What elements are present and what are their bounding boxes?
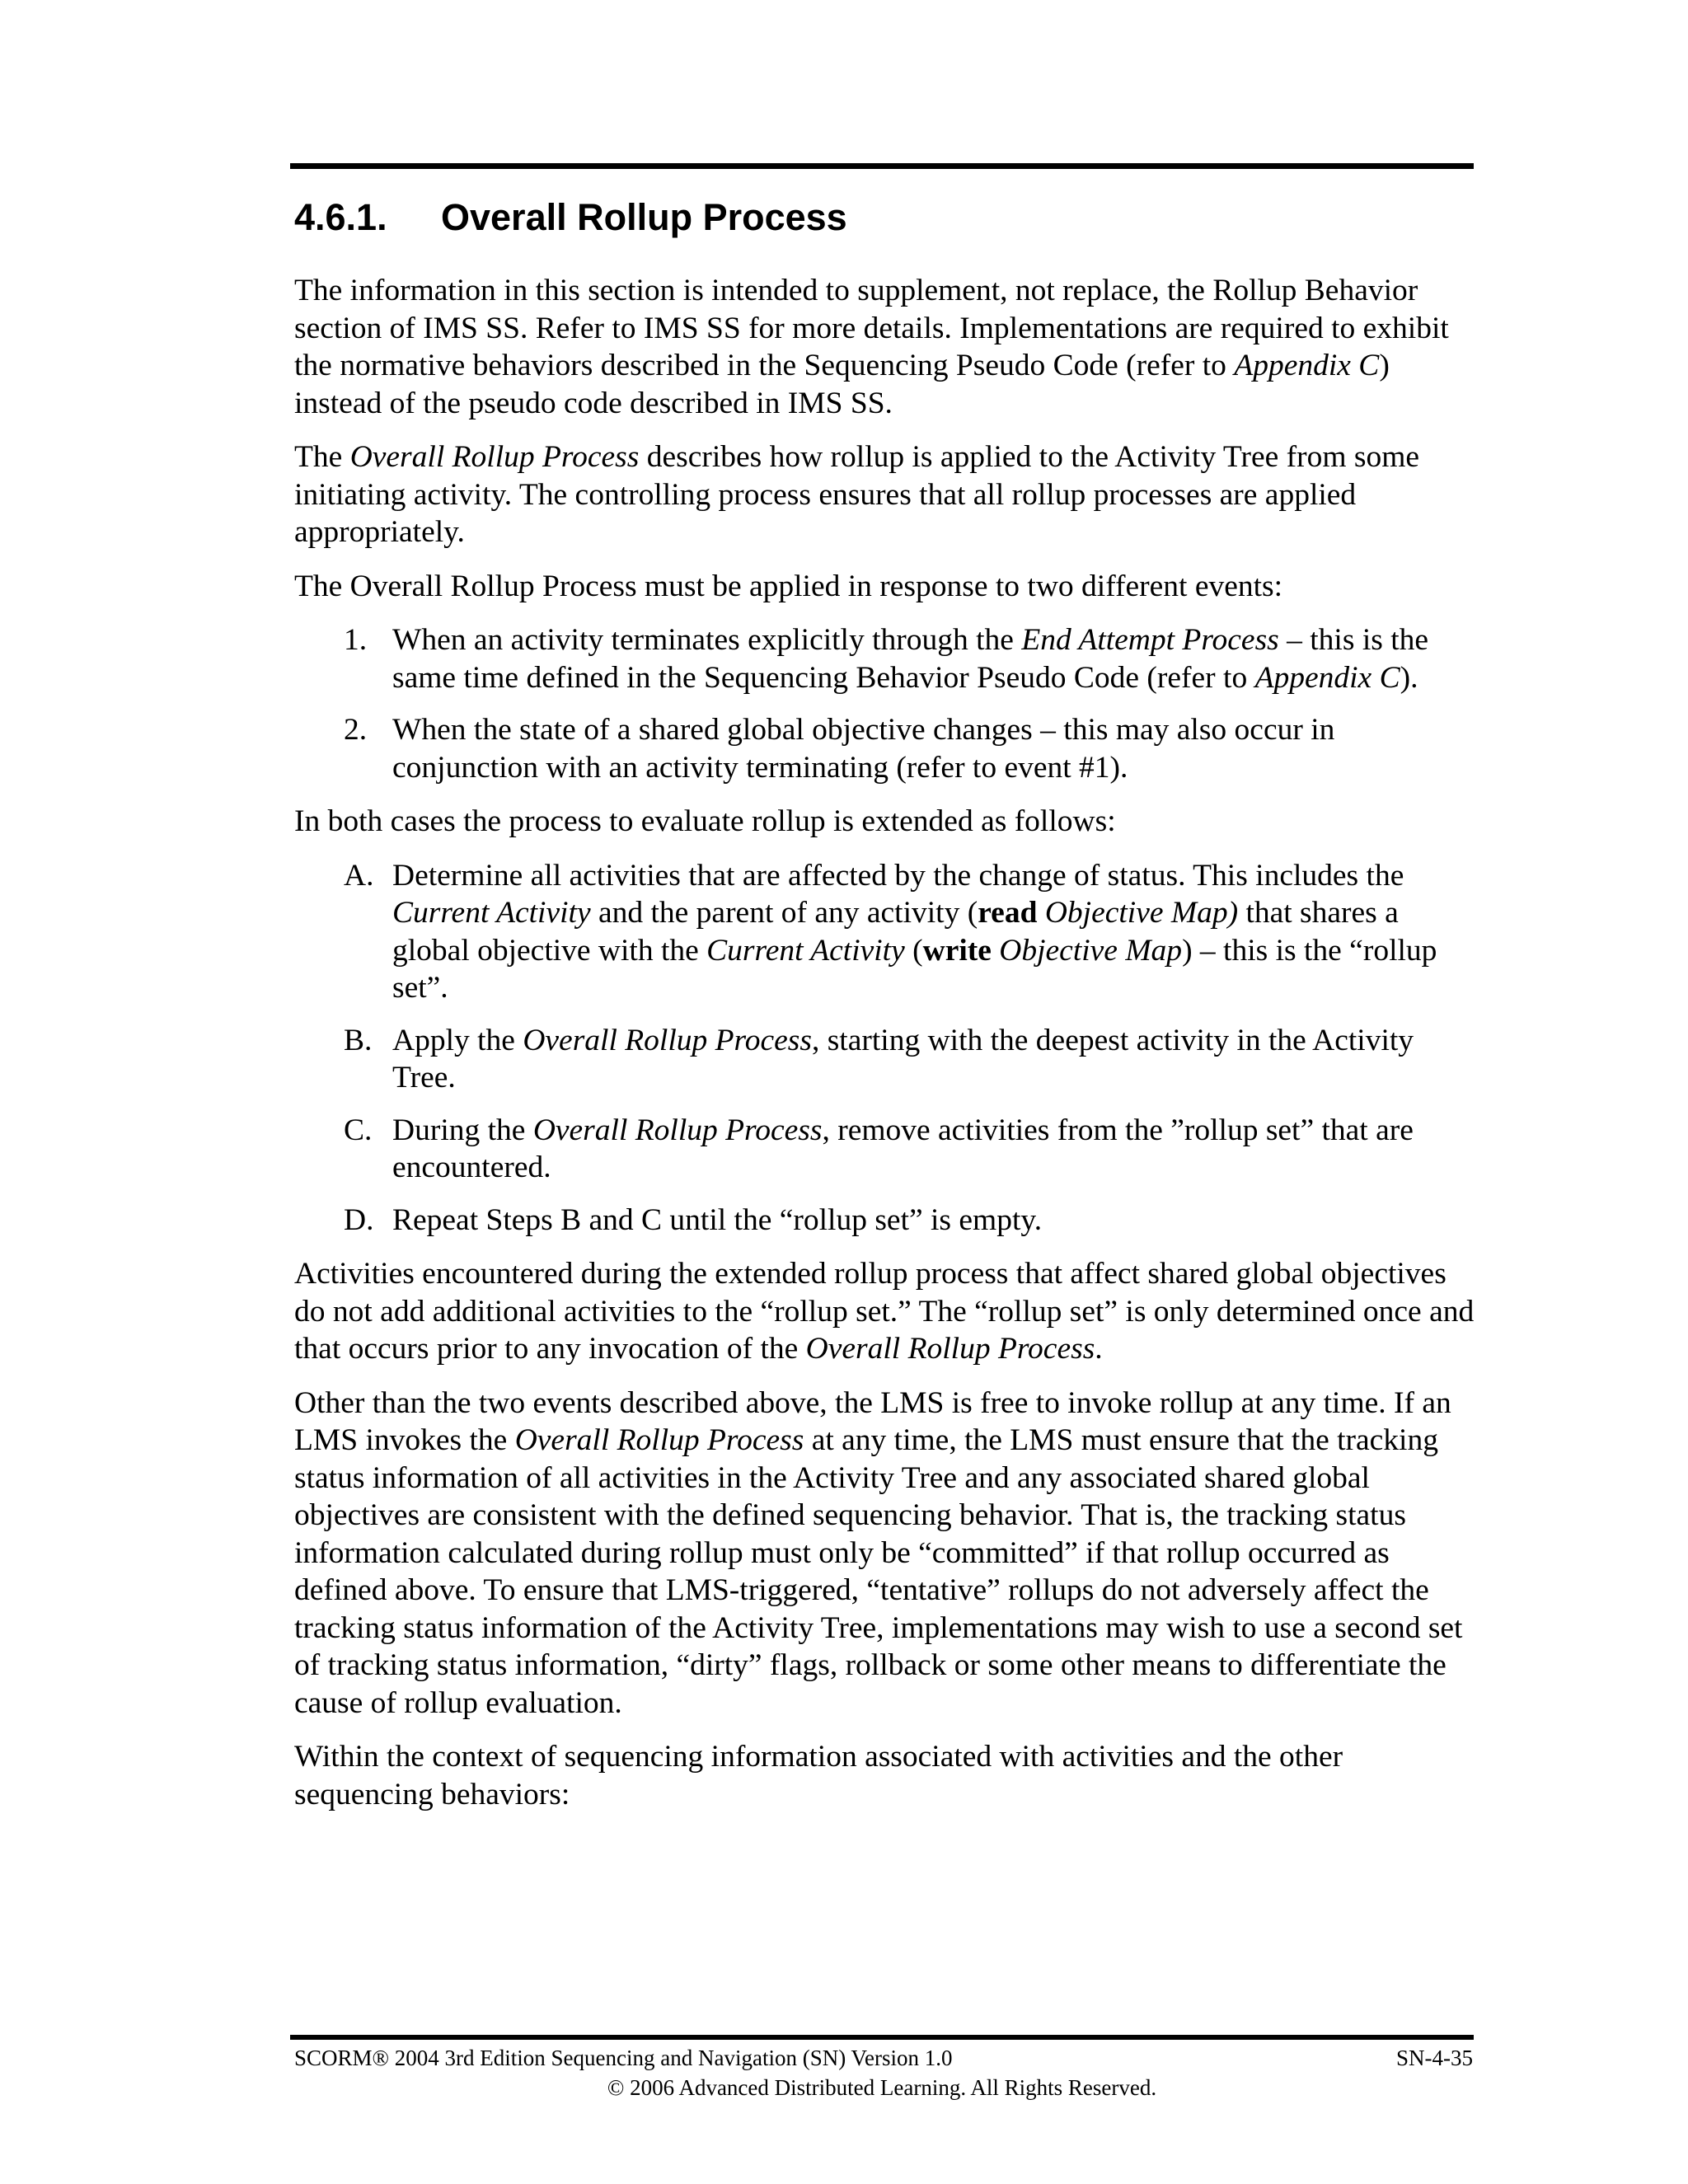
paragraph-rollup-set: [294, 1255, 1481, 1368]
italic-run: Objective Map: [999, 933, 1183, 968]
events-list: [294, 621, 1481, 786]
list-marker: B.: [344, 1023, 373, 1057]
section-number: 4.6.1.: [294, 196, 387, 238]
text-run: When an activity terminates explicitly through the: [392, 623, 1022, 657]
list-marker: 1.: [344, 623, 368, 657]
text-run: The: [294, 440, 350, 474]
italic-run: Overall Rollup Process: [523, 1023, 812, 1057]
text-run: Determine all activities that are affected by the change of status. This includes the: [392, 858, 1404, 893]
italic-run: Current Activity: [706, 933, 905, 968]
text-run: [992, 934, 999, 968]
italic-run: Appendix C: [1254, 660, 1400, 695]
text-run: – this is the same time defined in the Sequencing Behavior Pseudo Code (refer to: [392, 623, 1429, 695]
footer-copyright: © 2006 Advanced Distributed Learning. All Rights Reserved.: [607, 2075, 1157, 2100]
italic-run: End Attempt Process: [1021, 623, 1279, 657]
footer: [294, 2044, 1473, 2072]
footer-rule: [290, 2035, 1474, 2040]
italic-run: Appendix C: [1234, 349, 1380, 382]
list-marker: A.: [344, 858, 374, 893]
text-run: ).: [1400, 660, 1418, 695]
top-rule: [290, 163, 1474, 169]
page-number: SN-4-35: [1396, 2046, 1473, 2070]
italic-run: Current Activity: [392, 896, 591, 930]
list-marker: 2.: [344, 713, 368, 747]
text-run: Other than the two events described above, the LMS is free to invoke rollup at any time. If an LMS invokes the: [294, 1385, 1451, 1457]
paragraph-steps-intro: In both cases the process to evaluate rollup is extended as follows:: [294, 804, 1116, 838]
text-run: .: [1095, 1332, 1103, 1366]
paragraph-description: [294, 438, 1481, 551]
text-run: ) instead of the pseudo code described in IMS SS.: [294, 349, 1390, 420]
list-item: [294, 857, 1481, 1007]
document-body: [294, 272, 1481, 1830]
text-run: ) – this is the “rollup set”.: [392, 933, 1437, 1005]
text-run: When the state of a shared global objective changes – this may also occur in conjunction with an activity terminating (refer to event #1).: [392, 713, 1335, 785]
italic-run: Overall Rollup Process: [805, 1332, 1095, 1366]
list-marker: D.: [344, 1202, 374, 1237]
text-run: , remove activities from the ”rollup set” that are encountered.: [392, 1113, 1414, 1184]
text-run: at any time, the LMS must ensure that the tracking status information of all activities in the Activity Tree and any associated shared global objectives are consistent with the defined sequencing behavior. That is, the tracking status information calculated during rollup must only be “committed” if that rollup occurred as defined above. To ensure that LMS-triggered, “tentative” rollups do not adversely affect the tracking status information of the Activity Tree, implementations may wish to use a second set of tracking status information, “dirty” flags, rollback or some other means to differentiate the cause of rollup evaluation.: [294, 1423, 1463, 1720]
section-heading: [294, 194, 1473, 241]
paragraph-events-intro: The Overall Rollup Process must be applied in response to two different events:: [294, 569, 1283, 603]
paragraph-lms-rollup: [294, 1385, 1481, 1722]
text-run: that shares a global objective with the: [392, 896, 1399, 968]
text-run: (: [904, 933, 923, 968]
italic-run: Overall Rollup Process: [514, 1423, 804, 1457]
list-item: [294, 1112, 1481, 1187]
list-item: [294, 621, 1481, 696]
list-item: [294, 711, 1481, 786]
list-marker: C.: [344, 1113, 373, 1147]
section-title: Overall Rollup Process: [441, 196, 847, 238]
list-item: [294, 1202, 1481, 1240]
paragraph-context: Within the context of sequencing information associated with activities and the other sequencing behaviors:: [294, 1740, 1343, 1811]
text-run: Apply the: [392, 1023, 523, 1057]
bold-run: write: [922, 933, 992, 968]
paragraph-intro: [294, 272, 1481, 422]
italic-run: Objective Map): [1044, 896, 1239, 930]
footer-document-title: SCORM® 2004 3rd Edition Sequencing and Navigation (SN) Version 1.0: [294, 2046, 953, 2070]
italic-run: Overall Rollup Process: [349, 440, 640, 474]
text-run: and the parent of any activity (: [590, 896, 978, 930]
text-run: , starting with the deepest activity in the Activity Tree.: [392, 1023, 1414, 1094]
bold-run: read: [978, 896, 1038, 930]
italic-run: Overall Rollup Process: [532, 1113, 823, 1147]
list-item: [294, 1022, 1481, 1097]
text-run: Repeat Steps B and C until the “rollup set” is empty.: [392, 1202, 1043, 1237]
steps-list: [294, 857, 1481, 1240]
text-run: Activities encountered during the extended rollup process that affect shared global objectives do not add additional activities to the “rollup set.” The “rollup set” is only determined once and that occurs prior to any invocation of the: [294, 1257, 1475, 1366]
text-run: The information in this section is intended to supplement, not replace, the Rollup Behavior section of IMS SS. Refer to IMS SS for more details. Implementations are required to exhibit the normative behaviors described in the Sequencing Pseudo Code (refer to: [294, 274, 1449, 382]
text-run: [1037, 896, 1044, 930]
text-run: describes how rollup is applied to the Activity Tree from some initiating activity. The controlling process ensures that all rollup processes are applied appropriately.: [294, 440, 1420, 549]
text-run: During the: [392, 1113, 533, 1147]
